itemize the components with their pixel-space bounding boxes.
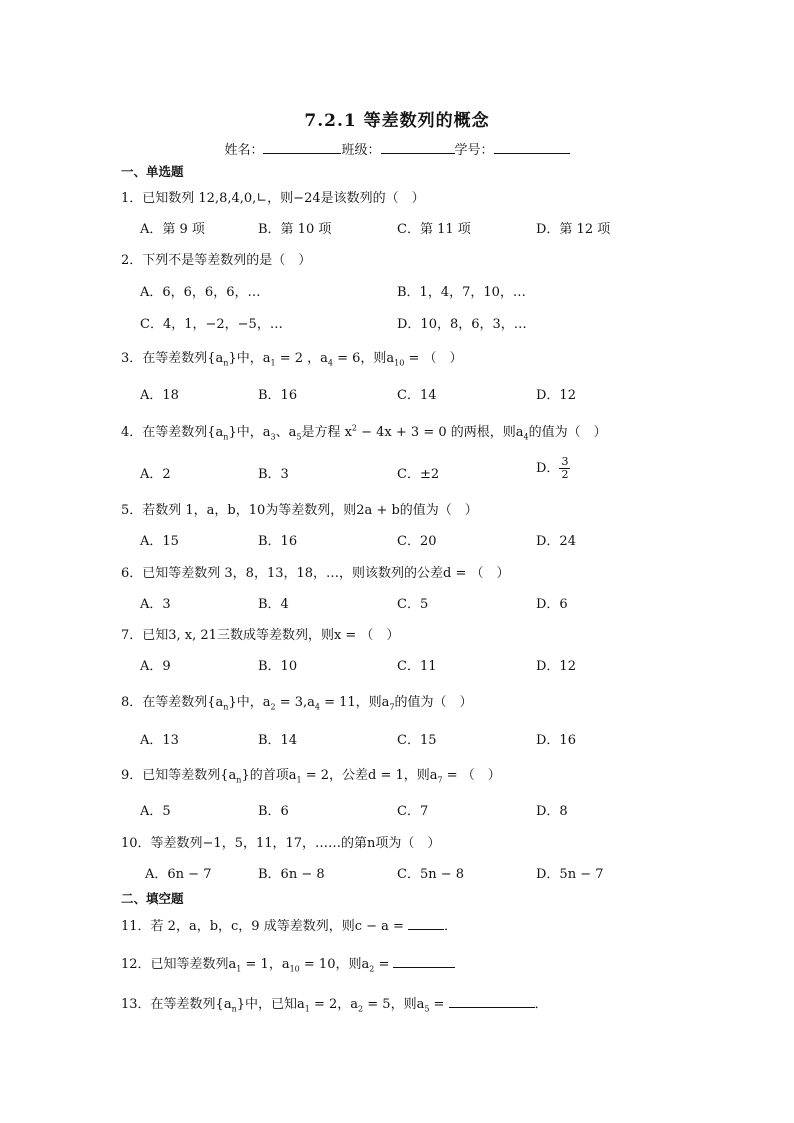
q1-option-c[interactable]: C．第 11 项 (397, 222, 471, 237)
q6-option-c[interactable]: C．5 (397, 597, 429, 612)
q4-sub-4: 4 (523, 432, 529, 442)
page-title: 7.2.1 等差数列的概念 (304, 111, 490, 131)
q7-option-b[interactable]: B．10 (258, 659, 298, 674)
q9-text-eq: = 2，公差d = 1，则a (301, 768, 438, 783)
q12-sub-1: 1 (236, 964, 242, 974)
q10-option-c[interactable]: C．5n − 8 (397, 867, 465, 882)
q6-option-b[interactable]: B．4 (258, 597, 289, 612)
q3-text-end: = （ ） (404, 351, 463, 366)
q3-sub-4: 4 (327, 358, 333, 368)
name-label: 姓名： (224, 143, 264, 158)
q8-sub-4: 4 (314, 702, 320, 712)
q8-option-a[interactable]: A．13 (140, 733, 179, 748)
question-11-stem (121, 915, 457, 934)
q3-option-a[interactable]: A．18 (140, 388, 179, 403)
q13-text-eq: = 2，a (309, 997, 359, 1012)
q4-text-c: − 4x + 3 = 0 的两根，则a (357, 425, 524, 440)
class-blank[interactable] (381, 141, 455, 154)
q8-text-end: 的值为（ ） (394, 695, 473, 710)
q3-sub-1: 1 (270, 358, 276, 368)
q9-option-b[interactable]: B．6 (258, 804, 289, 819)
q4-fraction (559, 456, 570, 481)
q11-answer-blank[interactable] (408, 917, 444, 930)
q13-answer-blank[interactable] (449, 995, 535, 1008)
q13-text: 13．在等差数列{a (121, 997, 232, 1012)
q4-text-a: 、a (275, 425, 297, 440)
q12-text-eq: = 10，则a (299, 957, 370, 972)
q9-option-a[interactable]: A．5 (140, 804, 171, 819)
question-10-stem: 10．等差数列−1，5，11，17，……的第n项为（ ） (121, 836, 441, 851)
q4-text-b: 是方程 x (301, 425, 352, 440)
id-label: 学号： (454, 143, 494, 158)
q9-text-mid: }的首项a (241, 768, 297, 783)
q7-option-a[interactable]: A．9 (140, 659, 171, 674)
q4-text-end: 的值为（ ） (528, 425, 607, 440)
q1-option-a[interactable]: A．第 9 项 (140, 222, 205, 237)
q8-sub-n: n (223, 702, 229, 712)
class-label: 班级： (341, 143, 381, 158)
q4-option-d[interactable] (536, 456, 570, 481)
q9-text: 9．已知等差数列{a (121, 768, 237, 783)
question-4-stem (121, 421, 607, 442)
q2-option-d[interactable]: D．10，8，6，3，… (397, 317, 527, 332)
q12-text: 12．已知等差数列a (121, 957, 237, 972)
q3-option-d[interactable]: D．12 (536, 388, 576, 403)
q2-option-a[interactable]: A．6，6，6，6，… (140, 285, 261, 300)
q3-sub-10: 10 (394, 358, 405, 368)
question-13-stem (121, 993, 548, 1014)
q2-option-b[interactable]: B．1，4，7，10，… (397, 285, 526, 300)
q13-text-mid: }中，已知a (236, 997, 305, 1012)
question-8-stem (121, 691, 473, 712)
question-3-stem (121, 347, 463, 368)
q9-text-end: = （ ） (442, 768, 501, 783)
q10-option-a[interactable]: A．6n − 7 (145, 867, 212, 882)
q13-text-final: ． (534, 997, 548, 1012)
q12-sub-10: 10 (289, 964, 300, 974)
q4-sup-2: 2 (351, 423, 357, 433)
q3-text-eq2: = 6，则a (332, 351, 395, 366)
q8-option-c[interactable]: C．15 (397, 733, 437, 748)
question-2-stem: 2．下列不是等差数列的是（ ） (121, 253, 312, 268)
q8-text-eq: = 3,a (275, 695, 315, 710)
q5-option-a[interactable]: A．15 (140, 534, 179, 549)
question-12-stem (121, 953, 455, 974)
q13-sub-2: 2 (358, 1004, 364, 1014)
q5-option-c[interactable]: C．20 (397, 534, 437, 549)
q6-option-d[interactable]: D．6 (536, 597, 568, 612)
section-single-choice: 一、单选题 (121, 164, 184, 179)
q7-option-c[interactable]: C．11 (397, 659, 437, 674)
q8-option-b[interactable]: B．14 (258, 733, 298, 748)
q3-option-b[interactable]: B．16 (258, 388, 298, 403)
q4-text-mid: }中，a (228, 425, 271, 440)
q9-sub-n: n (236, 775, 242, 785)
q9-option-c[interactable]: C．7 (397, 804, 429, 819)
q12-answer-blank[interactable] (393, 955, 455, 968)
question-1-stem: 1．已知数列 12,8,4,0,∟，则−24是该数列的（ ） (121, 191, 425, 206)
q7-option-d[interactable]: D．12 (536, 659, 576, 674)
q3-text-eq1: = 2 ，a (275, 351, 328, 366)
q13-sub-5: 5 (424, 1004, 430, 1014)
q8-option-d[interactable]: D．16 (536, 733, 576, 748)
q5-option-b[interactable]: B．16 (258, 534, 298, 549)
q8-sub-2: 2 (270, 702, 276, 712)
q8-text-eq2: = 11，则a (319, 695, 390, 710)
q11-text-end: ． (444, 919, 458, 934)
student-info-line (0, 139, 794, 158)
q8-text: 8．在等差数列{a (121, 695, 224, 710)
question-9-stem (121, 764, 501, 785)
question-7-stem: 7．已知3, x, 21三数成等差数列，则x = （ ） (121, 628, 400, 643)
q4-frac-num: 3 (561, 455, 569, 468)
q4-text: 4．在等差数列{a (121, 425, 224, 440)
q13-text-eq2: = 5，则a (363, 997, 425, 1012)
q12-text-end: = (374, 957, 394, 972)
q4-option-c[interactable]: C．±2 (397, 467, 440, 482)
q3-text-mid: }中，a (228, 351, 271, 366)
question-6-stem: 6．已知等差数列 3，8，13，18，…，则该数列的公差d = （ ） (121, 566, 510, 581)
name-blank[interactable] (263, 141, 341, 154)
q1-option-d[interactable]: D．第 12 项 (536, 222, 611, 237)
q6-option-a[interactable]: A．3 (140, 597, 171, 612)
id-blank[interactable] (494, 141, 570, 154)
q1-option-b[interactable]: B．第 10 项 (258, 222, 332, 237)
q9-option-d[interactable]: D．8 (536, 804, 568, 819)
q3-text: 3．在等差数列{a (121, 351, 224, 366)
q4-sub-5: 5 (296, 432, 302, 442)
q9-sub-7: 7 (437, 775, 443, 785)
q4-sub-n: n (223, 432, 229, 442)
q13-text-end: = (429, 997, 449, 1012)
q4-option-b[interactable]: B．3 (258, 467, 289, 482)
section-fill-blank: 二、填空题 (121, 891, 184, 906)
question-5-stem: 5．若数列 1，a，b，10为等差数列，则2a + b的值为（ ） (121, 503, 478, 518)
q10-option-b[interactable]: B．6n − 8 (258, 867, 325, 882)
q4-sub-3: 3 (270, 432, 276, 442)
q10-option-d[interactable]: D．5n − 7 (536, 867, 604, 882)
q8-text-mid: }中，a (228, 695, 271, 710)
q4-frac-den: 2 (561, 468, 569, 481)
q3-sub-n: n (223, 358, 229, 368)
q4-option-a[interactable]: A．2 (140, 467, 171, 482)
q9-sub-1: 1 (296, 775, 302, 785)
q12-sub-2: 2 (369, 964, 375, 974)
q4-option-d-label: D． (536, 461, 560, 476)
q12-text-mid: = 1，a (241, 957, 290, 972)
q13-sub-1: 1 (304, 1004, 310, 1014)
q13-sub-n: n (231, 1004, 237, 1014)
q11-text: 11．若 2，a，b，c，9 成等差数列，则c − a = (121, 919, 409, 934)
q8-sub-7: 7 (389, 702, 395, 712)
q5-option-d[interactable]: D．24 (536, 534, 576, 549)
q2-option-c[interactable]: C．4，1，−2，−5，… (140, 317, 283, 332)
q3-option-c[interactable]: C．14 (397, 388, 437, 403)
